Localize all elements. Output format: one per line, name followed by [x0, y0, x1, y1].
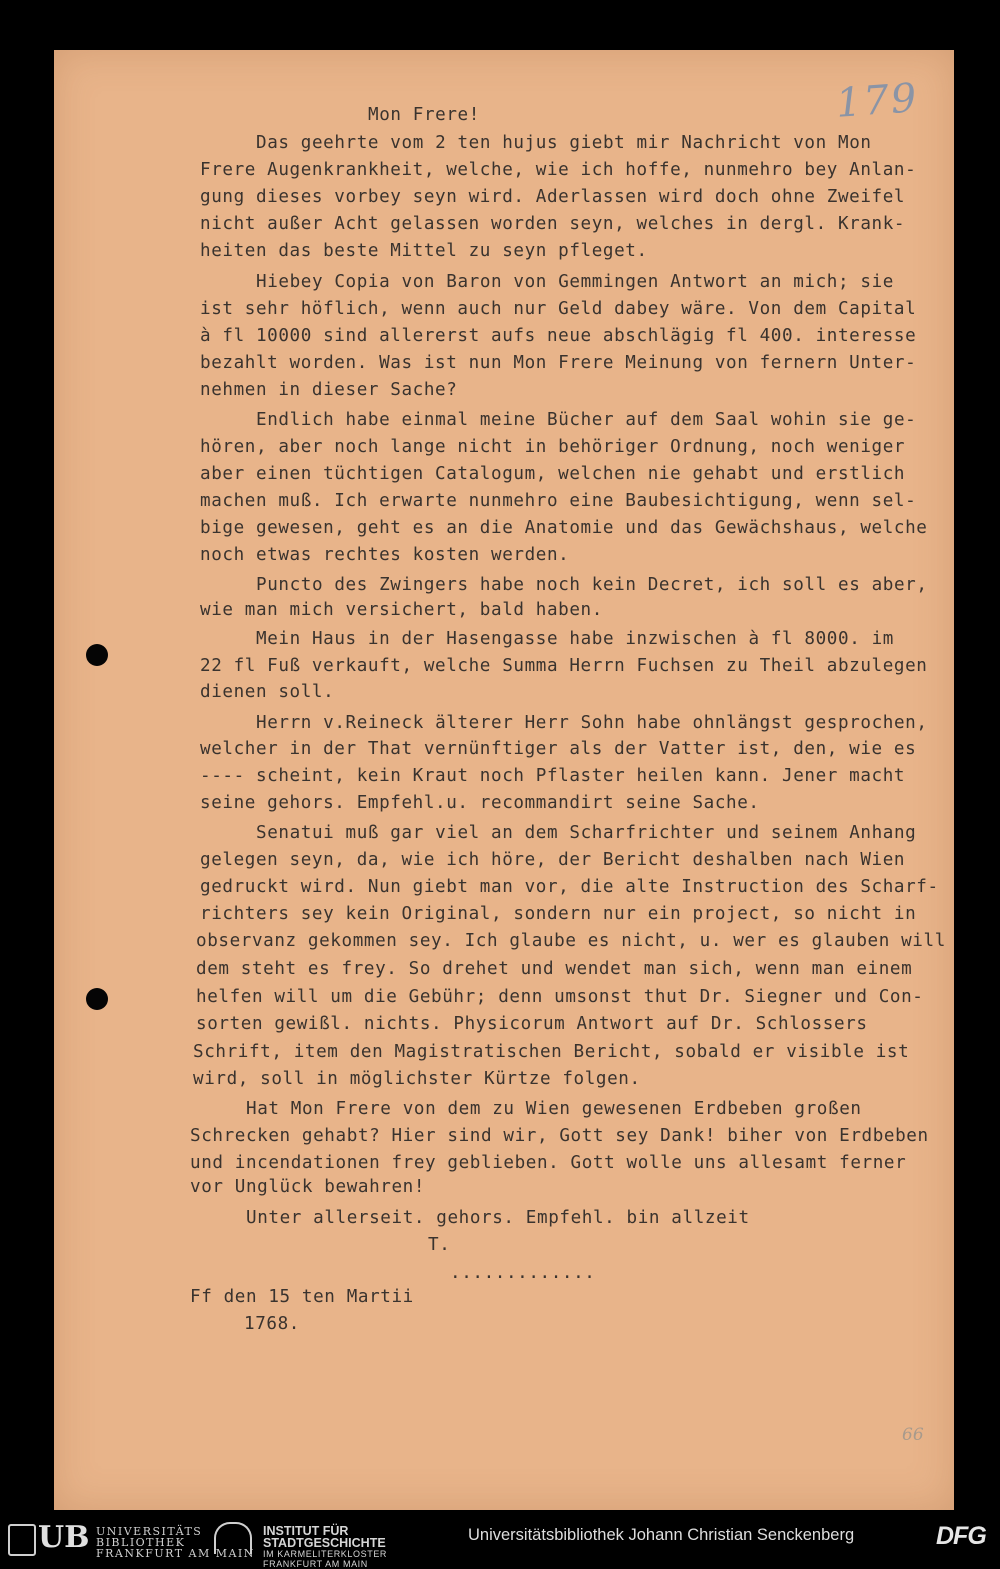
ub-logo: UB	[38, 1520, 90, 1555]
text-line: vor Unglück bewahren!	[190, 1177, 426, 1197]
folio-number: 179	[834, 75, 920, 127]
text-line: Frere Augenkrankheit, welche, wie ich hoffe, nunmehro bey Anlan-	[200, 160, 917, 180]
text-line: à fl 10000 sind allererst aufs neue abschlägig fl 400. interesse	[200, 326, 917, 346]
text-line: seine gehors. Empfehl.u. recommandirt seine Sache.	[200, 793, 760, 813]
text-line: bezahlt worden. Was ist nun Mon Frere Meinung von fernern Unter-	[200, 353, 917, 373]
text-line: nehmen in dieser Sache?	[200, 380, 458, 400]
footer-library-name: Universitätsbibliothek Johann Christian Senckenberg	[468, 1526, 855, 1544]
text-line: Endlich habe einmal meine Bücher auf dem Saal wohin sie ge-	[256, 410, 917, 430]
salutation: Mon Frere!	[368, 105, 480, 125]
text-line: hören, aber noch lange nicht in behöriger Ordnung, noch weniger	[200, 437, 906, 457]
text-line: Schrecken gehabt? Hier sind wir, Gott sey Dank! biher von Erdbeben	[190, 1126, 929, 1146]
text-line: Schrift, item den Magistratischen Bericht, sobald er visible ist	[193, 1042, 910, 1062]
text-line: Puncto des Zwingers habe noch kein Decret, ich soll es aber,	[256, 575, 928, 595]
text-line: observanz gekommen sey. Ich glaube es nicht, u. wer es glauben will	[196, 931, 946, 951]
isg-line: INSTITUT FÜR	[263, 1524, 349, 1538]
footer-bar	[0, 1512, 1000, 1569]
isg-arch-icon	[214, 1522, 252, 1554]
signature-initial: T.	[428, 1235, 451, 1255]
text-line: helfen will um die Gebühr; denn umsonst thut Dr. Siegner und Con-	[196, 987, 924, 1007]
dfg-logo: DFG	[936, 1522, 986, 1550]
text-line: wie man mich versichert, bald haben.	[200, 600, 603, 620]
text-line: aber einen tüchtigen Catalogum, welchen nie gehabt und erstlich	[200, 464, 906, 484]
isg-line: STADTGESCHICHTE	[263, 1536, 386, 1550]
ub-line: FRANKFURT AM MAIN	[96, 1547, 255, 1560]
text-line: Unter allerseit. gehors. Empfehl. bin allzeit	[246, 1208, 750, 1228]
text-line: gelegen seyn, da, wie ich höre, der Bericht deshalben nach Wien	[200, 850, 906, 870]
text-line: gedruckt wird. Nun giebt man vor, die alte Instruction des Scharf-	[200, 877, 939, 897]
page-number: 66	[902, 1425, 924, 1445]
text-line: ist sehr höflich, wenn auch nur Geld dabey wäre. Von dem Capital	[200, 299, 917, 319]
text-line: Hiebey Copia von Baron von Gemmingen Antwort an mich; sie	[256, 272, 894, 292]
text-line: noch etwas rechtes kosten werden.	[200, 545, 570, 565]
isg-line: IM KARMELITERKLOSTER	[263, 1549, 388, 1559]
date-line: Ff den 15 ten Martii	[190, 1287, 414, 1307]
ub-line: BIBLIOTHEK	[96, 1536, 186, 1549]
text-line: Hat Mon Frere von dem zu Wien gewesenen Erdbeben großen	[246, 1099, 862, 1119]
text-line: welcher in der That vernünftiger als der Vatter ist, den, wie es	[200, 739, 917, 759]
text-line: Senatui muß gar viel an dem Scharfrichter und seinem Anhang	[256, 823, 917, 843]
ub-line: UNIVERSITÄTS	[96, 1525, 203, 1538]
text-line: heiten das beste Mittel zu seyn pfleget.	[200, 241, 648, 261]
text-line: sorten gewißl. nichts. Physicorum Antwort auf Dr. Schlossers	[196, 1014, 868, 1034]
text-line: wird, soll in möglichster Kürtze folgen.	[193, 1069, 641, 1089]
text-line: gung dieses vorbey seyn wird. Aderlassen wird doch ohne Zweifel	[200, 187, 906, 207]
text-line: und incendationen frey geblieben. Gott wolle uns allesamt ferner	[190, 1153, 907, 1173]
ub-emblem-icon	[8, 1524, 36, 1556]
date-year: 1768.	[244, 1314, 300, 1334]
isg-line: FRANKFURT AM MAIN	[263, 1559, 368, 1569]
text-line: dienen soll.	[200, 682, 335, 702]
text-line: richters sey kein Original, sondern nur ein project, so nicht in	[200, 904, 917, 924]
text-line: Das geehrte vom 2 ten hujus giebt mir Nachricht von Mon	[256, 133, 872, 153]
text-line: Mein Haus in der Hasengasse habe inzwischen à fl 8000. im	[256, 629, 894, 649]
text-line: 22 fl Fuß verkauft, welche Summa Herrn Fuchsen zu Theil abzulegen	[200, 656, 928, 676]
text-line: nicht außer Acht gelassen worden seyn, welches in dergl. Krank-	[200, 214, 906, 234]
signature-dots: .............	[450, 1263, 596, 1283]
text-line: ---- scheint, kein Kraut noch Pflaster heilen kann. Jener macht	[200, 766, 906, 786]
text-line: machen muß. Ich erwarte nunmehro eine Baubesichtigung, wenn sel-	[200, 491, 917, 511]
text-line: Herrn v.Reineck älterer Herr Sohn habe ohnlängst gesprochen,	[256, 713, 928, 733]
text-line: dem steht es frey. So drehet und wendet man sich, wenn man einem	[196, 959, 913, 979]
text-line: bige gewesen, geht es an die Anatomie und das Gewächshaus, welche	[200, 518, 928, 538]
isg-logo-text	[263, 1525, 387, 1569]
